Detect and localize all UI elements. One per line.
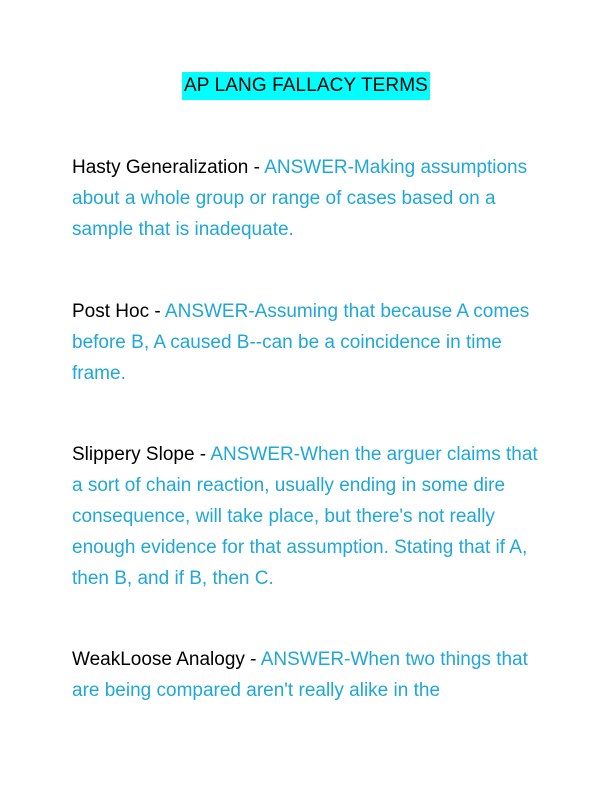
entry-term: Post Hoc - (72, 301, 165, 322)
entry-term: Slippery Slope - (72, 444, 211, 465)
entry-answer: ANSWER-Assuming that because A comes before B, A caused B--can be a coincidence in time frame. (72, 301, 530, 384)
entry-term: Hasty Generalization - (72, 157, 265, 178)
page-title: AP LANG FALLACY TERMS (182, 72, 430, 100)
entry-answer: ANSWER-Making assumptions about a whole group or range of cases based on a sample that is inadequate. (72, 157, 528, 240)
entry-answer: ANSWER-When the arguer claims that a sort of chain reaction, usually ending in some dire consequence, will take place, but there's not really enough evidence for that assumption. Stating that if A, then B, and if B, then C. (72, 444, 538, 589)
title-container (0, 72, 612, 100)
entry-answer: ANSWER-When two things that are being compared aren't really alike in the (72, 649, 528, 701)
entry-term: WeakLoose Analogy - (72, 649, 261, 670)
entry-hasty-generalization (72, 152, 546, 245)
entry-weak-loose-analogy (72, 644, 546, 706)
entry-slippery-slope (72, 439, 546, 594)
entry-post-hoc (72, 296, 546, 389)
